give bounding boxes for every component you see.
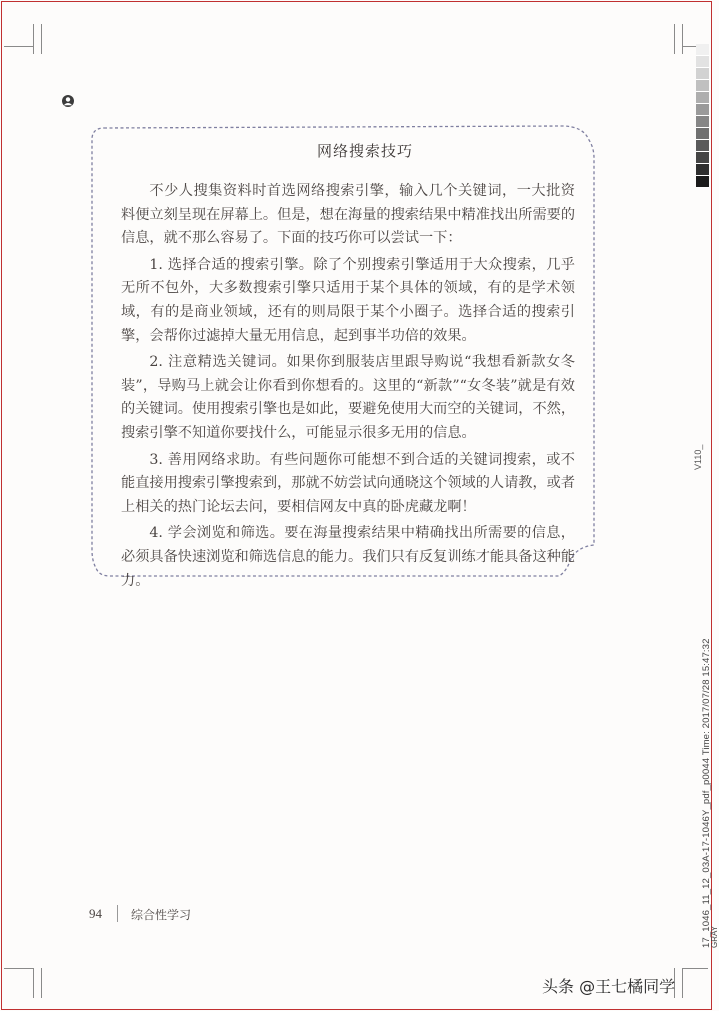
intro-paragraph: 不少人搜集资料时首选网络搜索引擎，输入几个关键词，一大批资料便立刻呈现在屏幕上。但是，想在海量的搜索结果中精准找出所需要的信息，就不那么容易了。下面的技巧你可以尝试一下：	[121, 183, 576, 247]
box-title: 网络搜索技巧	[316, 142, 413, 160]
page-number: 94	[89, 906, 102, 921]
footer-divider	[117, 905, 118, 922]
tip-paragraph-1: 1. 选择合适的搜索引擎。除了个别搜索引擎适用于大众搜索，几乎无所不包外，大多数搜索引擎只适用于某个具体的领域，有的是学术领域，有的是商业领域，还有的则局限于某个小圈子。选择合适的搜索引擎，会帮你过滤掉大量无用信息，起到事半功倍的效果。	[121, 256, 575, 344]
tip-paragraph-4: 4. 学会浏览和筛选。要在海量搜索结果中精确找出所需要的信息，必须具备快速浏览和筛选信息的能力。我们只有反复训练才能具备这种能力。	[121, 525, 576, 589]
color-mode-label: GRAY	[710, 925, 719, 948]
box-body	[121, 180, 575, 596]
tip-paragraph-3: 3. 善用网络求助。有些问题你可能想不到合适的关键词搜索，或不能直接用搜索引擎搜索到，那就不妨尝试向通晓这个领域的人请教，或者上相关的热门论坛去问，要相信网友中真的卧虎藏龙啊！	[121, 451, 576, 515]
print-metadata: 17_1046_11_12_03A-17-1046Y_pdf_p0044 Time: 2017/07/28 15:47:32	[701, 638, 712, 948]
margin-code: V110_	[693, 444, 703, 470]
tip-paragraph-2: 2. 注意精选关键词。如果你到服装店里跟导购说“我想看新款女冬装”，导购马上就会让你看到你想看的。这里的“新款”“女冬装”就是有效的关键词。使用搜索引擎也是如此，要避免使用大而空的关键词，不然，搜索引擎不知道你要找什么，可能显示很多无用的信息。	[121, 354, 576, 441]
footer-section-title: 综合性学习	[131, 908, 192, 922]
watermark: 头条 @王七橘同学	[542, 977, 676, 996]
